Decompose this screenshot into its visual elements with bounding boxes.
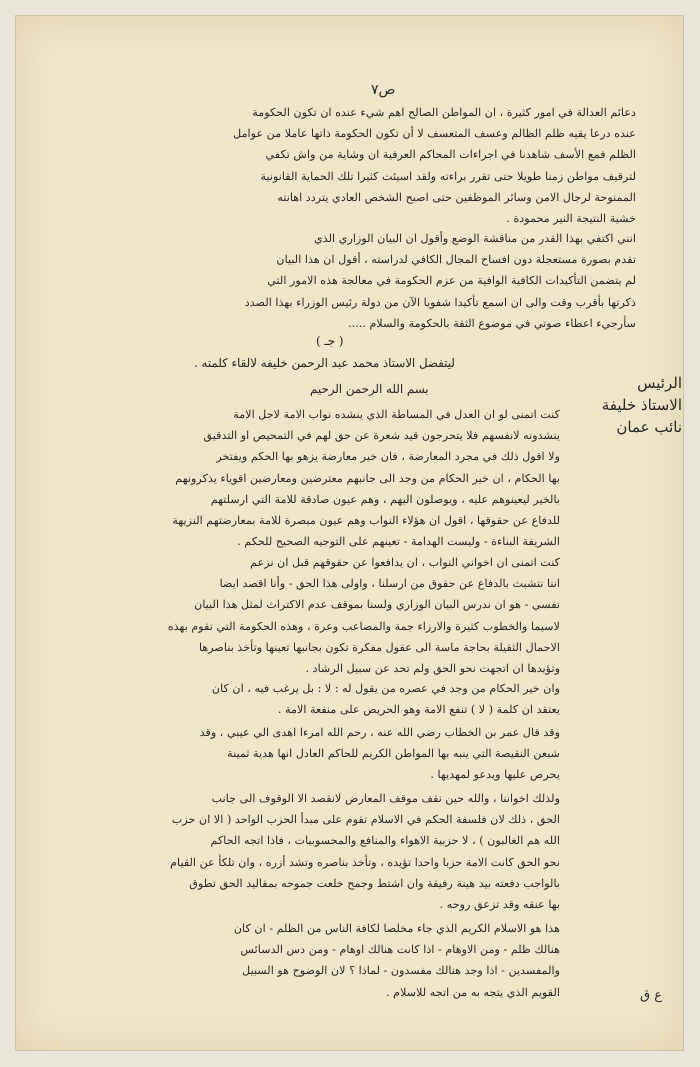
paragraph-1: دعائم العدالة في امور كثيرة ، ان المواطن الصالح اهم شيء عنده ان تكون الحكومة عنده درعا يقيه ظلم الظالم وعسف المتعسف لا أن تكون الحكومة ذاتها عاملا من عوامل الظلم فمع الأسف شاهدنا في اجراءات المحاكم العرفية ان وشاية من واش تكفي لترقيف مواطن زمنا طويلا حتى تقرر براءته ولقد اسيئت كثيرا تلك الحماية القانونية الممنوحة لرجال الامن وسائر الموظفين حتى اصبح الشخص العادي يتردد اهانته خشية النتيجة النير محمودة . — [233, 106, 636, 226]
paragraph-3: كنت اتمنى لو ان العدل في المساطة الذي ينشده نواب الامة لاجل الامة ينشدونه لانفسهم فلا يتحرجون قيد شعرة عن حق لهم في التمحيص او التدقيق ولا اقول ذلك في مجرد المعارضة ، فان خير معارضة يزهو بها الحكم ويفتخر بها الحكام ، ان خير الحكام من وجد الى جانبهم معترضين ومعارضين اقوياء يذكرونهم بالخير ليعينوهم عليه ، ويوصلون اليهم ، وهم عيون صادقة للامة التي ارسلتهم للدفاع عن حقوقها ، اقول ان هؤلاء النواب وهم عيون مبصرة للامة بمعارضتهم النزيهة الشريفة البناءة - وليست الهدامة - تعينهم على التوجيه الصحيح للحكم . — [172, 408, 560, 549]
page-number: ص٧ — [371, 82, 396, 98]
speaker-margin-note: الرئيس الاستاذ خليفة نائب عمان — [601, 374, 682, 436]
paragraph-6: وقد قال عمر بن الخطاب رضي الله عنه ، رحم الله امرءا اهدى الي عيبي ، وقد شبعن النقيصة التي ينبه بها المواطن الكريم للحاكم العادل انها هدية ثمينة يحرص عليها ويدعو لمهديها . — [199, 726, 560, 782]
paragraph-4: كنت اتمنى ان اخواني النواب ، ان يدافعوا عن حقوقهم قبل ان نزعم اننا نتشبث بالدفاع عن حقوق من ارسلنا ، واولى هذا الحق - وأنا اقصد ايضا نفسي - هو ان ندرس البيان الوزاري ولسنا بموقف عدم الاكتراث لمثل هذا البيان لاسيما والخطوب كثيرة والارزاء جمة والمصاعب وعرة ، وهذه الحكومة التي تقوم بهذه الاحمال الثقيلة بحاجة ماسة الى عقول مفكرة تكون بجانبها تعينها وتأخذ بناصرها وتؤيدها ان اتجهت نحو الحق ولم تحد عن سبيل الرشاد . — [167, 556, 560, 676]
paragraph-5: وان خير الحكام من وجد في عصره من يقول له : لا : بل يرغب فيه ، ان كان يعتقد ان كلمة ( لا ) تنفع الامة وهو الحريص على منفعة الامة . — [211, 682, 560, 717]
speaker-invitation: ليتفضل الاستاذ محمد عبد الرحمن خليفه لالقاء كلمته . — [194, 356, 455, 370]
paragraph-7: ولذلك اخواننا ، والله حين نقف موقف المعارض لانقصد الا الوقوف الى جانب الحق ، ذلك لان فلسفة الحكم في الاسلام تقوم على مبدأ الحزب الواحد ( الا ان حزب الله هم الغالبون ) ، لا حزبية الاهواء والمنافع والمحسوبيات ، فاذا اتجه الحاكم نحو الحق كانت الامة حزبا واحدا تؤيده ، وتأخذ بناصره وتشد أزره ، وان تلكأ عن القيام بالواجب دفعته بيد هينة رفيقة وان اشتط وجمح خلعت جموحه بمقاليد الحق تطوق بها عنقه وقد تزعق روحه . — [170, 792, 560, 912]
footer-mark: ع ق — [640, 988, 662, 1003]
paragraph-2: انني اكتفي بهذا القدر من مناقشة الوضع وأقول ان البيان الوزاري الذي تقدم بصورة مستعجلة دون افساح المجال الكافي لدراسته ، أقول ان هذا البيان لم يتضمن التأكيدات الكافية الوافية من عزم الحكومة في معالجة هذه الامور التي ذكرتها بأقرب وقت والى ان اسمع تأكيدا شفويا الآن من دولة رئيس الوزراء بهذا الصدد سأرجيء اعطاء صوتي في موضوع الثقة بالحكومة والسلام ..... — [244, 232, 636, 330]
basmala: بسم الله الرحمن الرحيم — [310, 382, 429, 396]
section-mark: ( جـ ) — [316, 334, 344, 348]
paragraph-8: هذا هو الاسلام الكريم الذي جاء مخلصا لكافة الناس من الظلم - ان كان هنالك ظلم - ومن الاوهام - اذا كانت هنالك اوهام - ومن دس الدسائس والمفسدين - اذا وجد هنالك مفسدون - لماذا ؟ لان الوضوح هو السبيل القويم الذي يتجه به من اتجه للاسلام . — [233, 922, 560, 999]
document-page — [16, 16, 683, 1050]
